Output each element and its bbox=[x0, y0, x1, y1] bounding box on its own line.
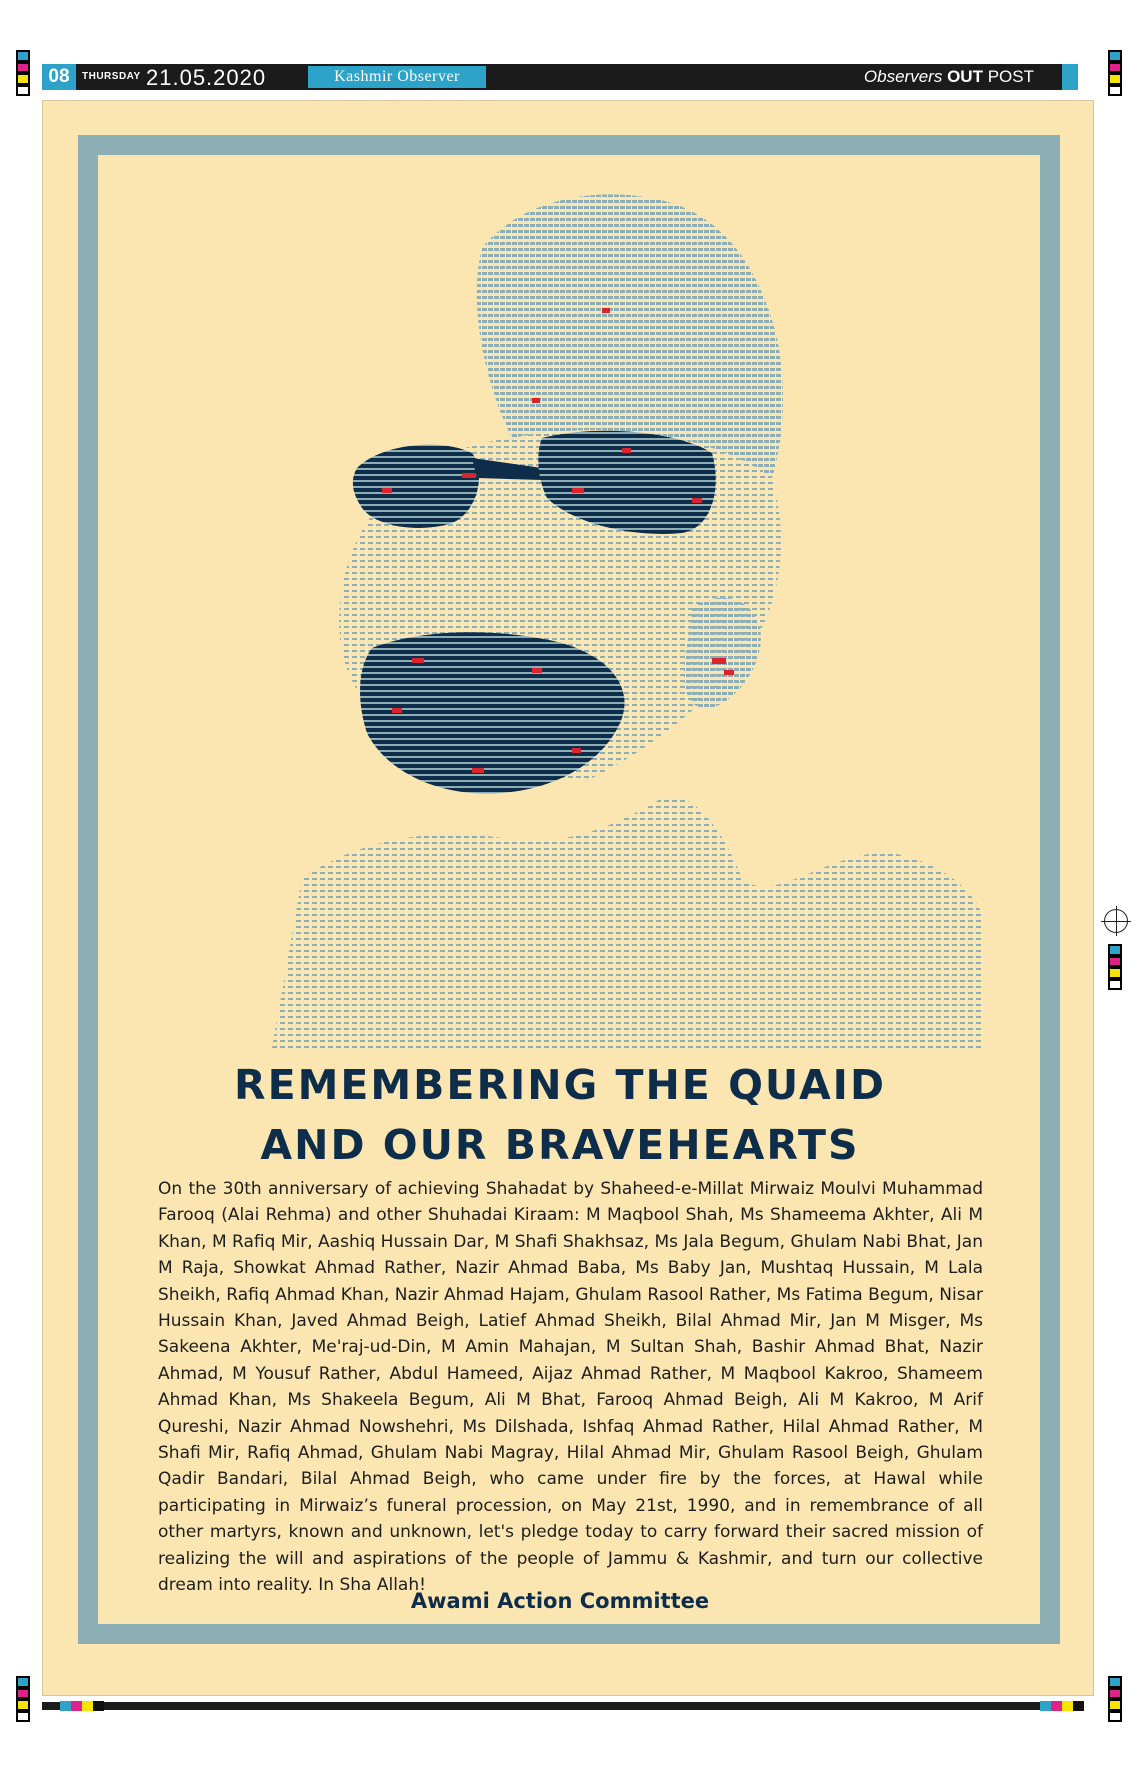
section-title-bold: OUT bbox=[947, 67, 983, 86]
cmyk-registration-mark bbox=[1108, 944, 1122, 990]
portrait-ear bbox=[684, 598, 761, 709]
portrait-sunglasses-left bbox=[353, 445, 479, 528]
section-title bbox=[864, 64, 1034, 90]
page-footer-bar bbox=[42, 1702, 1078, 1710]
advertiser-signature: Awami Action Committee bbox=[410, 1589, 710, 1613]
crosshair-registration-icon bbox=[1104, 909, 1128, 933]
page-header bbox=[42, 64, 1078, 90]
page-number: 08 bbox=[42, 64, 76, 90]
section-title-rest: POST bbox=[987, 67, 1034, 86]
cmyk-registration-mark bbox=[1108, 50, 1122, 96]
portrait-shoulders bbox=[272, 796, 984, 1048]
cmyk-registration-mark bbox=[16, 1676, 30, 1722]
publication-name: Kashmir Observer bbox=[308, 66, 486, 88]
cmyk-color-strip bbox=[60, 1701, 104, 1711]
headline-line-2: AND OUR BRAVEHEARTS bbox=[260, 1121, 860, 1169]
halftone-portrait bbox=[272, 188, 984, 1048]
cmyk-registration-mark bbox=[16, 50, 30, 96]
section-title-italic: Observers bbox=[863, 67, 943, 86]
tribute-body-text: On the 30th anniversary of achieving Shahadat by Shaheed-e-Millat Mirwaiz Moulvi Muhammad Farooq (Alai Rehma) and other Shuhadai Kiraam: M Maqbool Shah, Ms Shameema Akhter, Ali M Khan, M Rafiq Mir, Aashiq Hussain Dar, M Shafi Shakhsaz, Ms Jala Begum, Ghulam Nabi Bhat, Jan M Raja, Showkat Ahmad Rather, Nazir Ahmad Baba, Ms Baby Jan, Mushtaq Hussain, M Lala Sheikh, Rafiq Ahmad Khan, Nazir Ahmad Hajam, Ghulam Rasool Rather, Ms Fatima Begum, Nisar Hussain Khan, Javed Ahmad Beigh, Latief Ahmad Sheikh, Bilal Ahmad Mir, Jan M Misger, Ms Sakeena Akhter, Me'raj-ud-Din, M Amin Mahajan, M Sultan Shah, Bashir Ahmad Bhat, Nazir Ahmad, M Yousuf Rather, Abdul Hameed, Aijaz Ahmad Rather, M Maqbool Kakroo, Shameem Ahmad Khan, Ms Shakeela Begum, Ali M Bhat, Farooq Ahmad Beigh, Ali M Kakroo, M Arif Qureshi, Nazir Ahmad Nowshehri, Ms Dilshada, Ishfaq Ahmad Rather, Hilal Ahmad Rather, M Shafi Mir, Rafiq Ahmad, Ghulam Nabi Magray, Hilal Ahmad Mir, Ghulam Rasool Beigh, Ghulam Qadir Bandari, Bilal Ahmad Beigh, who came under fire by the forces, at Hawal while participating in Mirwaiz’s funeral procession, on May 21st, 1990, and in remembrance of all other martyrs, known and unknown, let's pledge today to carry forward their sacred mission of realizing the will and aspirations of the people of Jammu & Kashmir, and turn our collective dream into reality. In Sha Allah! bbox=[158, 1179, 983, 1596]
headline bbox=[120, 1055, 1000, 1175]
header-date: 21.05.2020 bbox=[146, 65, 267, 90]
headline-line-1: REMEMBERING THE QUAID bbox=[234, 1061, 886, 1109]
header-endcap bbox=[1062, 64, 1078, 90]
cmyk-registration-mark bbox=[1108, 1676, 1122, 1722]
header-day: THURSDAY bbox=[82, 71, 141, 82]
cmyk-color-strip bbox=[1040, 1701, 1084, 1711]
